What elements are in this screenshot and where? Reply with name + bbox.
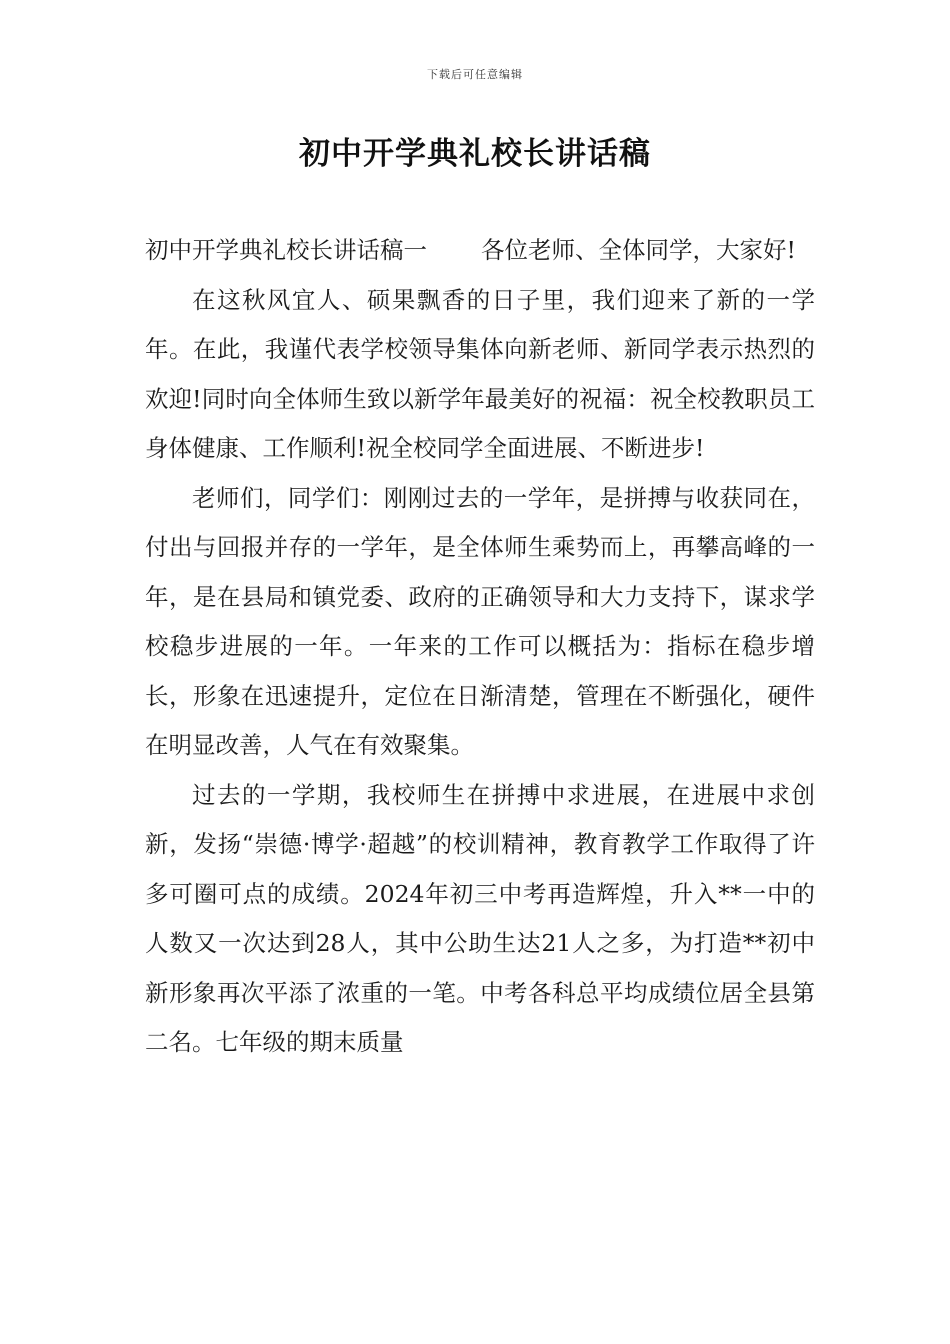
header-note: 下载后可任意编辑 xyxy=(427,68,523,81)
greeting-text: 各位老师、全体同学，大家好! xyxy=(481,236,796,264)
body-paragraph: 老师们，同学们：刚刚过去的一学年，是拼搏与收获同在，付出与回报并存的一学年，是全体师生乘势而上，再攀高峰的一年，是在县局和镇党委、政府的正确领导和大力支持下，谋求学校稳步进展的一年。一年来的工作可以概括为：指标在稳步增长，形象在迅速提升，定位在日渐清楚，管理在不断强化，硬件在明显改善，人气在有效聚集。 xyxy=(145,483,815,759)
body-paragraph: 在这秋风宜人、硕果飘香的日子里，我们迎来了新的一学年。在此，我谨代表学校领导集体向新老师、新同学表示热烈的欢迎!同时向全体师生致以新学年最美好的祝福：祝全校教职员工身体健康、工作顺利!祝全校同学全面进展、不断进步! xyxy=(145,285,815,462)
document-body xyxy=(145,226,815,1068)
body-paragraph: 过去的一学期，我校师生在拼搏中求进展，在进展中求创新，发扬“崇德·博学·超越”的校训精神，教育教学工作取得了许多可圈可点的成绩。2024年初三中考再造辉煌，升入**一中的人数又一次达到28人，其中公助生达21人之多，为打造**初中新形象再次平添了浓重的一笔。中考各科总平均成绩位居全县第二名。七年级的期末质量 xyxy=(145,780,815,1056)
document-title: 初中开学典礼校长讲话稿 xyxy=(299,136,651,172)
intro-paragraph xyxy=(145,226,815,276)
intro-heading: 初中开学典礼校长讲话稿一 xyxy=(145,236,427,264)
